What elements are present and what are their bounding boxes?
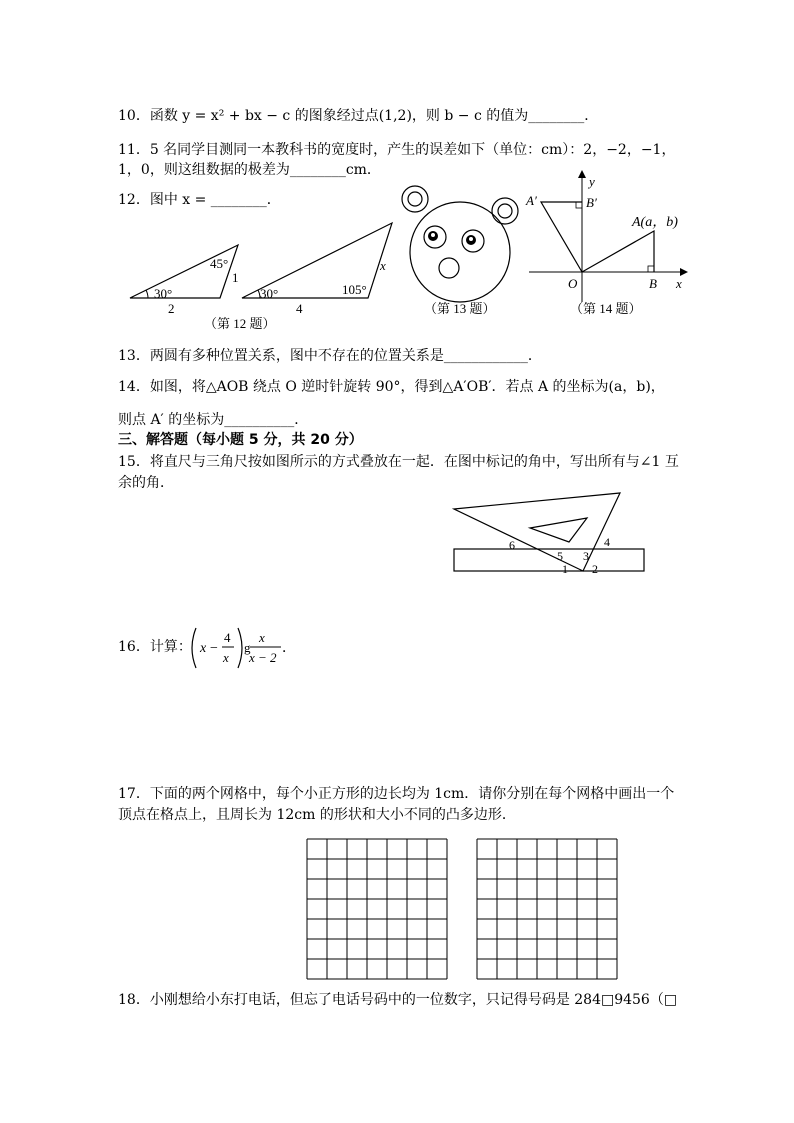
t1-angle-45: 45° [210,256,229,271]
question-12: 12．图中 x = ________． [118,192,281,208]
svg-text:x: x [200,641,207,656]
figure-13 [398,182,524,320]
question-13: 13．两圆有多种位置关系，图中不存在的位置关系是____________． [118,348,542,364]
svg-text:−: − [210,641,218,656]
angle-2: 2 [592,562,598,576]
angle-6: 6 [509,538,515,552]
svg-text:x: x [259,630,265,645]
figure-15 [450,490,650,576]
t1-angle-30: 30° [154,286,173,301]
svg-text:4: 4 [224,630,231,645]
t2-angle-105: 105° [342,282,367,297]
grid-left[interactable] [306,838,448,980]
axis-y-label: y [589,174,595,189]
question-11-line2: 1，0，则这组数据的极差为________cm． [118,162,381,178]
figure-14-caption: （第 14 题） [570,301,642,316]
question-18: 18．小刚想给小东打电话，但忘了电话号码中的一位数字，只记得号码是 284□9456（□ [118,992,678,1008]
point-A-label: A(a，b) [632,215,678,230]
axis-x-label: x [676,276,682,291]
point-B-prime-label: B′ [586,195,597,210]
grid-right[interactable] [476,838,618,980]
svg-text:．: ． [282,641,296,656]
figure-13-caption: （第 13 题） [424,301,496,316]
figure-14 [524,170,694,320]
question-16-label: 16．计算： [118,639,192,655]
question-16-expression [188,624,298,672]
angle-3: 3 [583,549,589,563]
t1-side-1: 1 [232,270,239,285]
section-3-heading: 三、解答题（每小题 5 分，共 20 分） [118,432,363,448]
angle-5: 5 [557,549,563,563]
angle-1: 1 [562,562,568,576]
point-B-label: B [649,276,657,291]
figure-12-caption: （第 12 题） [204,316,276,331]
question-15-line1: 15．将直尺与三角尺按如图所示的方式叠放在一起．在图中标记的角中，写出所有与∠1 互 [118,454,679,470]
t1-side-2: 2 [168,301,175,316]
point-A-prime-label: A′ [526,193,537,208]
t2-side-4: 4 [296,301,303,316]
question-14-line1: 14．如图，将△AOB 绕点 O 逆时针旋转 90°，得到△A′OB′．若点 A 的坐标为(a，b)， [118,379,665,395]
angle-4: 4 [604,535,610,549]
svg-text:x − 2: x − 2 [249,650,277,665]
t2-angle-30: 30° [260,286,279,301]
question-17-line2: 顶点在格点上，且周长为 12cm 的形状和大小不同的凸多边形． [118,807,516,823]
question-14-line2: 则点 A′ 的坐标为__________． [118,412,309,428]
svg-text:x: x [223,650,229,665]
question-11-line1: 11．5 名同学目测同一本教科书的宽度时，产生的误差如下（单位：cm）：2，−2，−1， [118,142,676,158]
question-15-line2: 余的角． [118,475,174,491]
origin-label: O [568,276,578,291]
figure-12 [120,218,400,338]
triangle-1 [130,245,239,316]
triangle-2 [242,223,392,316]
question-17-line1: 17．下面的两个网格中，每个小正方形的边长均为 1cm．请你分别在每个网格中画出一个 [118,786,675,802]
ruler [454,549,644,571]
set-square [454,493,620,571]
svg-text:g: g [244,640,251,655]
t2-side-x: x [380,258,386,273]
question-10: 10．函数 y = x² + bx − c 的图象经过点(1,2)，则 b − c 的值为________． [118,108,599,124]
